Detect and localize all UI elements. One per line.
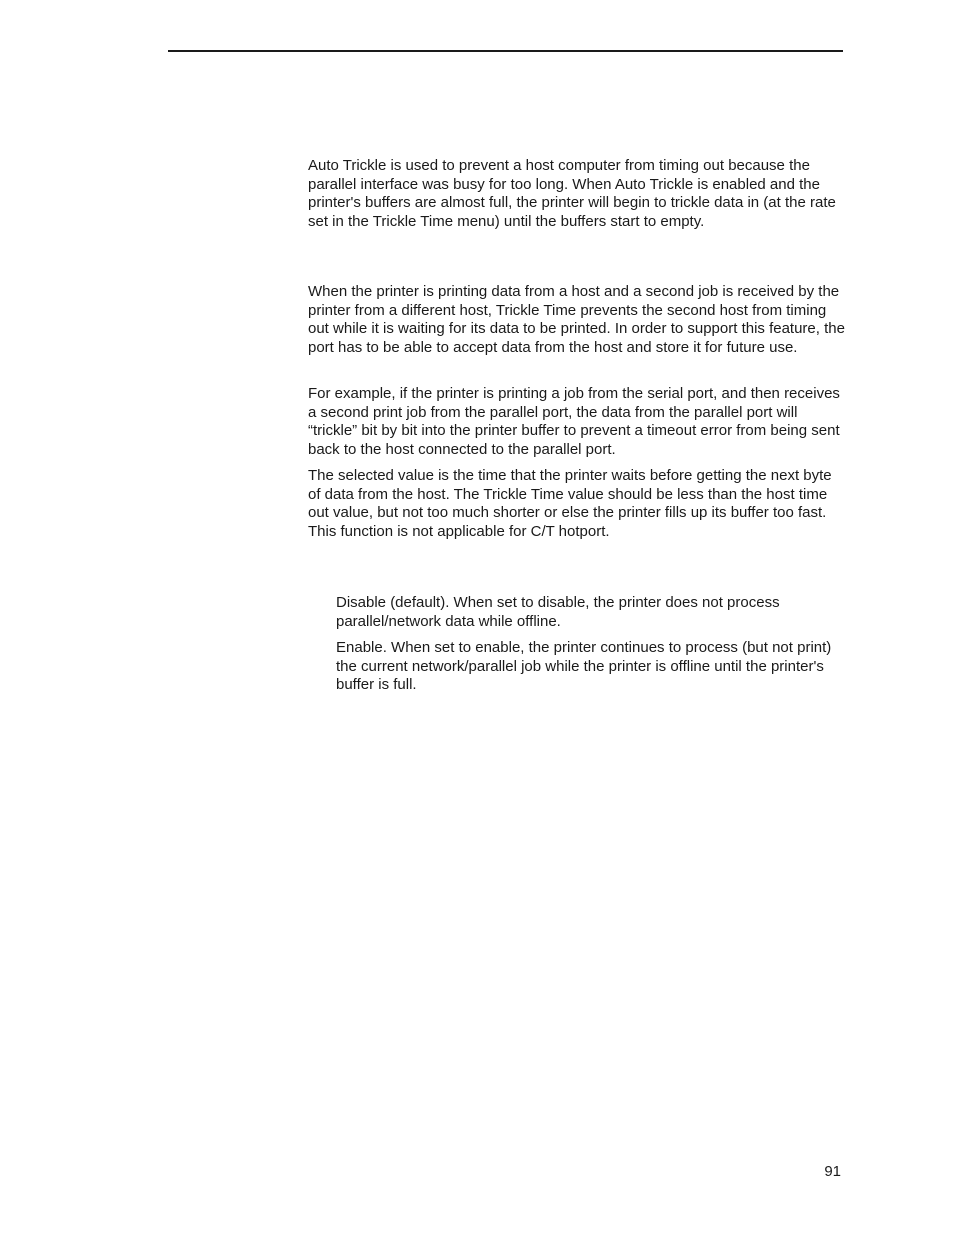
- trickle-time-intro: When the printer is printing data from a host and a second job is received by the printer from a different host, Trickle Time prevents the second host from timing out while it is waiting for its data to be printed. In order to support this feature, the port has to be able to accept data from the host and store it for future use.: [308, 283, 845, 357]
- option-enable: Enable. When set to enable, the printer continues to process (but not print) the current network/parallel job while the printer is offline until the printer's buffer is full.: [336, 639, 832, 694]
- trickle-time-value-description: The selected value is the time that the printer waits before getting the next byte of data from the host. The Trickle Time value should be less than the host time out value, but not too much shorter or else the printer fills up its buffer too fast. This function is not applicable for C/T hotport.: [308, 467, 832, 541]
- page-number: 91: [824, 1163, 841, 1180]
- auto-trickle-description: Auto Trickle is used to prevent a host computer from timing out because the parallel interface was busy for too long. When Auto Trickle is enabled and the printer's buffers are almost full, the printer will begin to trickle data in (at the rate set in the Trickle Time menu) until the buffers start to empty.: [308, 157, 836, 231]
- header-rule: [168, 50, 843, 52]
- option-disable: Disable (default). When set to disable, the printer does not process parallel/network data while offline.: [336, 594, 780, 630]
- trickle-time-example: For example, if the printer is printing a job from the serial port, and then receives a second print job from the parallel port, the data from the parallel port will “trickle” bit by bit into the printer buffer to prevent a timeout error from being sent back to the host connected to the parallel port.: [308, 385, 840, 459]
